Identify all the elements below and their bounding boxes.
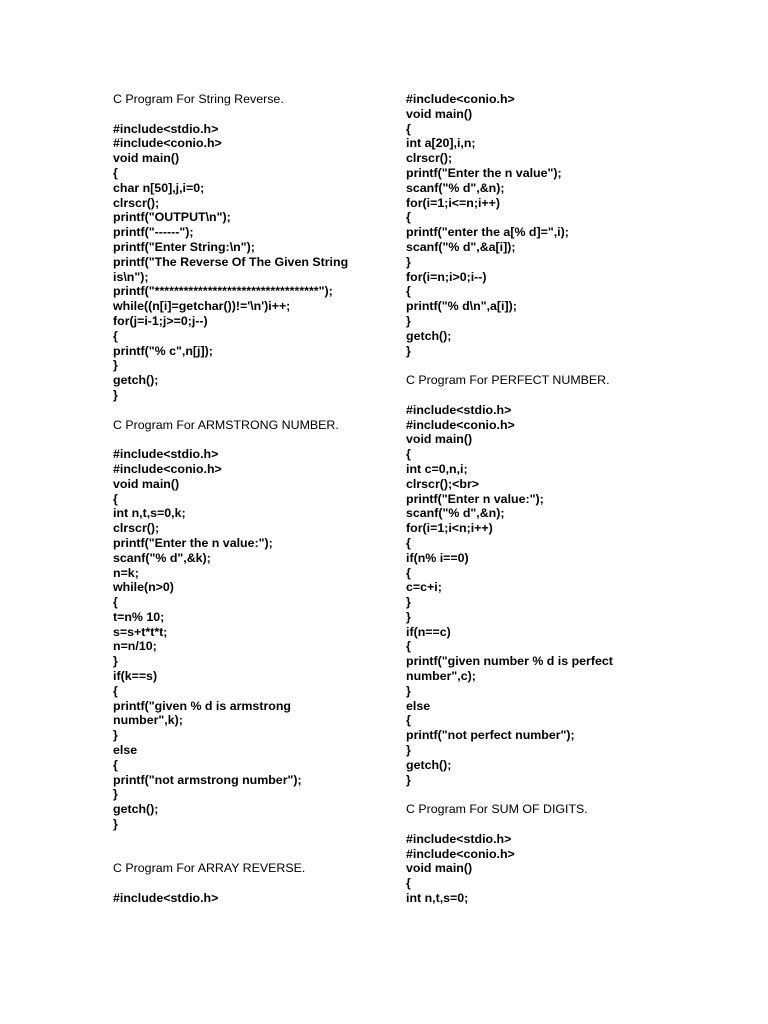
code-line: #include<conio.h>	[113, 461, 222, 476]
code-line: }	[406, 313, 411, 328]
code-line: }	[113, 728, 118, 743]
code-line: while((n[i]=getchar())!='\n')i++;	[113, 299, 291, 314]
code-line: #include<conio.h>	[406, 92, 515, 106]
code-line: printf("------");	[113, 225, 194, 240]
code-line: int a[20],i,n;	[406, 136, 476, 151]
code-line: t=n% 10;	[113, 609, 165, 624]
code-line: {	[113, 757, 118, 772]
code-line: printf("enter the a[% d]=",i);	[406, 225, 569, 240]
blank-line	[113, 432, 383, 447]
left-column	[113, 92, 383, 906]
code-line: clrscr();	[113, 521, 160, 536]
code-line: }	[113, 387, 118, 402]
code-line: int n,t,s=0;	[406, 891, 469, 906]
code-line: while(n>0)	[113, 580, 174, 595]
right-column	[406, 92, 676, 906]
code-line: }	[406, 743, 411, 758]
code-line: scanf("% d",&a[i]);	[406, 239, 516, 254]
blank-line	[113, 403, 383, 418]
code-line: printf("% d\n",a[i]);	[406, 299, 517, 314]
section-title: C Program For ARMSTRONG NUMBER.	[113, 417, 339, 432]
code-line: {	[406, 639, 411, 654]
code-line: {	[406, 876, 411, 891]
code-line: }	[113, 358, 118, 373]
code-line: clrscr();<br>	[406, 476, 480, 491]
section-title: C Program For PERFECT NUMBER.	[406, 373, 610, 388]
section-title: C Program For SUM OF DIGITS.	[406, 802, 588, 817]
code-line: {	[406, 713, 411, 728]
code-line: {	[113, 683, 118, 698]
code-line: }	[406, 772, 411, 787]
code-line: scanf("% d",&n);	[406, 506, 505, 521]
blank-line	[113, 847, 383, 862]
code-line: void main()	[406, 861, 473, 876]
code-line: for(i=n;i>0;i--)	[406, 269, 487, 284]
code-line: int c=0,n,i;	[406, 461, 468, 476]
code-line: clrscr();	[113, 195, 160, 210]
code-line: getch();	[113, 802, 159, 817]
code-line: }	[113, 817, 118, 832]
code-line: for(i=1;i<n;i++)	[406, 521, 493, 536]
code-line: void main()	[406, 106, 473, 121]
code-line: printf("Enter the n value");	[406, 165, 562, 180]
code-line: #include<stdio.h>	[113, 891, 219, 906]
code-line: {	[406, 565, 411, 580]
code-line: if(n% i==0)	[406, 550, 469, 565]
code-line: #include<stdio.h>	[406, 831, 512, 846]
code-line: {	[113, 328, 118, 343]
code-line: printf("OUTPUT\n");	[113, 210, 231, 225]
code-line: printf("given number % d is perfect	[406, 654, 613, 669]
blank-line	[406, 358, 676, 373]
code-line: scanf("% d",&k);	[113, 550, 211, 565]
code-line: #include<stdio.h>	[113, 121, 219, 136]
code-line: number",k);	[113, 713, 183, 728]
code-line: getch();	[406, 757, 452, 772]
code-line: #include<conio.h>	[113, 136, 222, 151]
code-line: #include<stdio.h>	[113, 447, 219, 462]
code-line: clrscr();	[406, 151, 453, 166]
code-line: printf("given % d is armstrong	[113, 698, 291, 713]
code-line: void main()	[113, 476, 180, 491]
code-line: {	[406, 284, 411, 299]
code-line: char n[50],j,i=0;	[113, 180, 205, 195]
code-line: s=s+t*t*t;	[113, 624, 168, 639]
code-line: printf("Enter n value:");	[406, 491, 544, 506]
code-line: {	[113, 491, 118, 506]
code-line: #include<conio.h>	[406, 846, 515, 861]
code-line: printf("not armstrong number");	[113, 772, 302, 787]
code-line: #include<conio.h>	[406, 417, 515, 432]
code-line: printf("Enter String:\n");	[113, 239, 255, 254]
code-line: number",c);	[406, 669, 476, 684]
code-line: void main()	[113, 151, 180, 166]
code-line: {	[113, 165, 118, 180]
code-line: printf("not perfect number");	[406, 728, 575, 743]
code-line: printf("% c",n[j]);	[113, 343, 213, 358]
code-line: scanf("% d",&n);	[406, 180, 505, 195]
code-line: }	[406, 343, 411, 358]
code-line: for(j=i-1;j>=0;j--)	[113, 313, 208, 328]
code-line: if(k==s)	[113, 669, 158, 684]
code-line: }	[113, 787, 118, 802]
section-title: C Program For String Reverse.	[113, 92, 284, 106]
code-line: printf("**********************************");	[113, 284, 333, 299]
code-line: else	[406, 698, 431, 713]
code-line: }	[406, 254, 411, 269]
code-line: }	[113, 654, 118, 669]
code-line: {	[406, 121, 411, 136]
code-line: printf("The Reverse Of The Given String	[113, 254, 349, 269]
blank-line	[113, 876, 383, 891]
code-line: n=n/10;	[113, 639, 157, 654]
code-line: printf("Enter the n value:");	[113, 535, 273, 550]
code-line: if(n==c)	[406, 624, 451, 639]
blank-line	[113, 832, 383, 847]
code-line: getch();	[113, 373, 159, 388]
code-line: }	[406, 683, 411, 698]
code-line: int n,t,s=0,k;	[113, 506, 186, 521]
code-line: is\n");	[113, 269, 149, 284]
code-line: {	[406, 210, 411, 225]
blank-line	[406, 817, 676, 832]
blank-line	[406, 787, 676, 802]
code-line: {	[113, 595, 118, 610]
blank-line	[406, 388, 676, 403]
code-line: }	[406, 609, 411, 624]
code-line: for(i=1;i<=n;i++)	[406, 195, 500, 210]
blank-line	[113, 107, 383, 122]
code-line: else	[113, 743, 138, 758]
code-line: #include<stdio.h>	[406, 402, 512, 417]
section-title: C Program For ARRAY REVERSE.	[113, 861, 306, 876]
code-line: }	[406, 595, 411, 610]
code-line: n=k;	[113, 565, 139, 580]
code-line: {	[406, 447, 411, 462]
code-line: void main()	[406, 432, 473, 447]
code-line: getch();	[406, 328, 452, 343]
code-line: {	[406, 535, 411, 550]
code-line: c=c+i;	[406, 580, 442, 595]
